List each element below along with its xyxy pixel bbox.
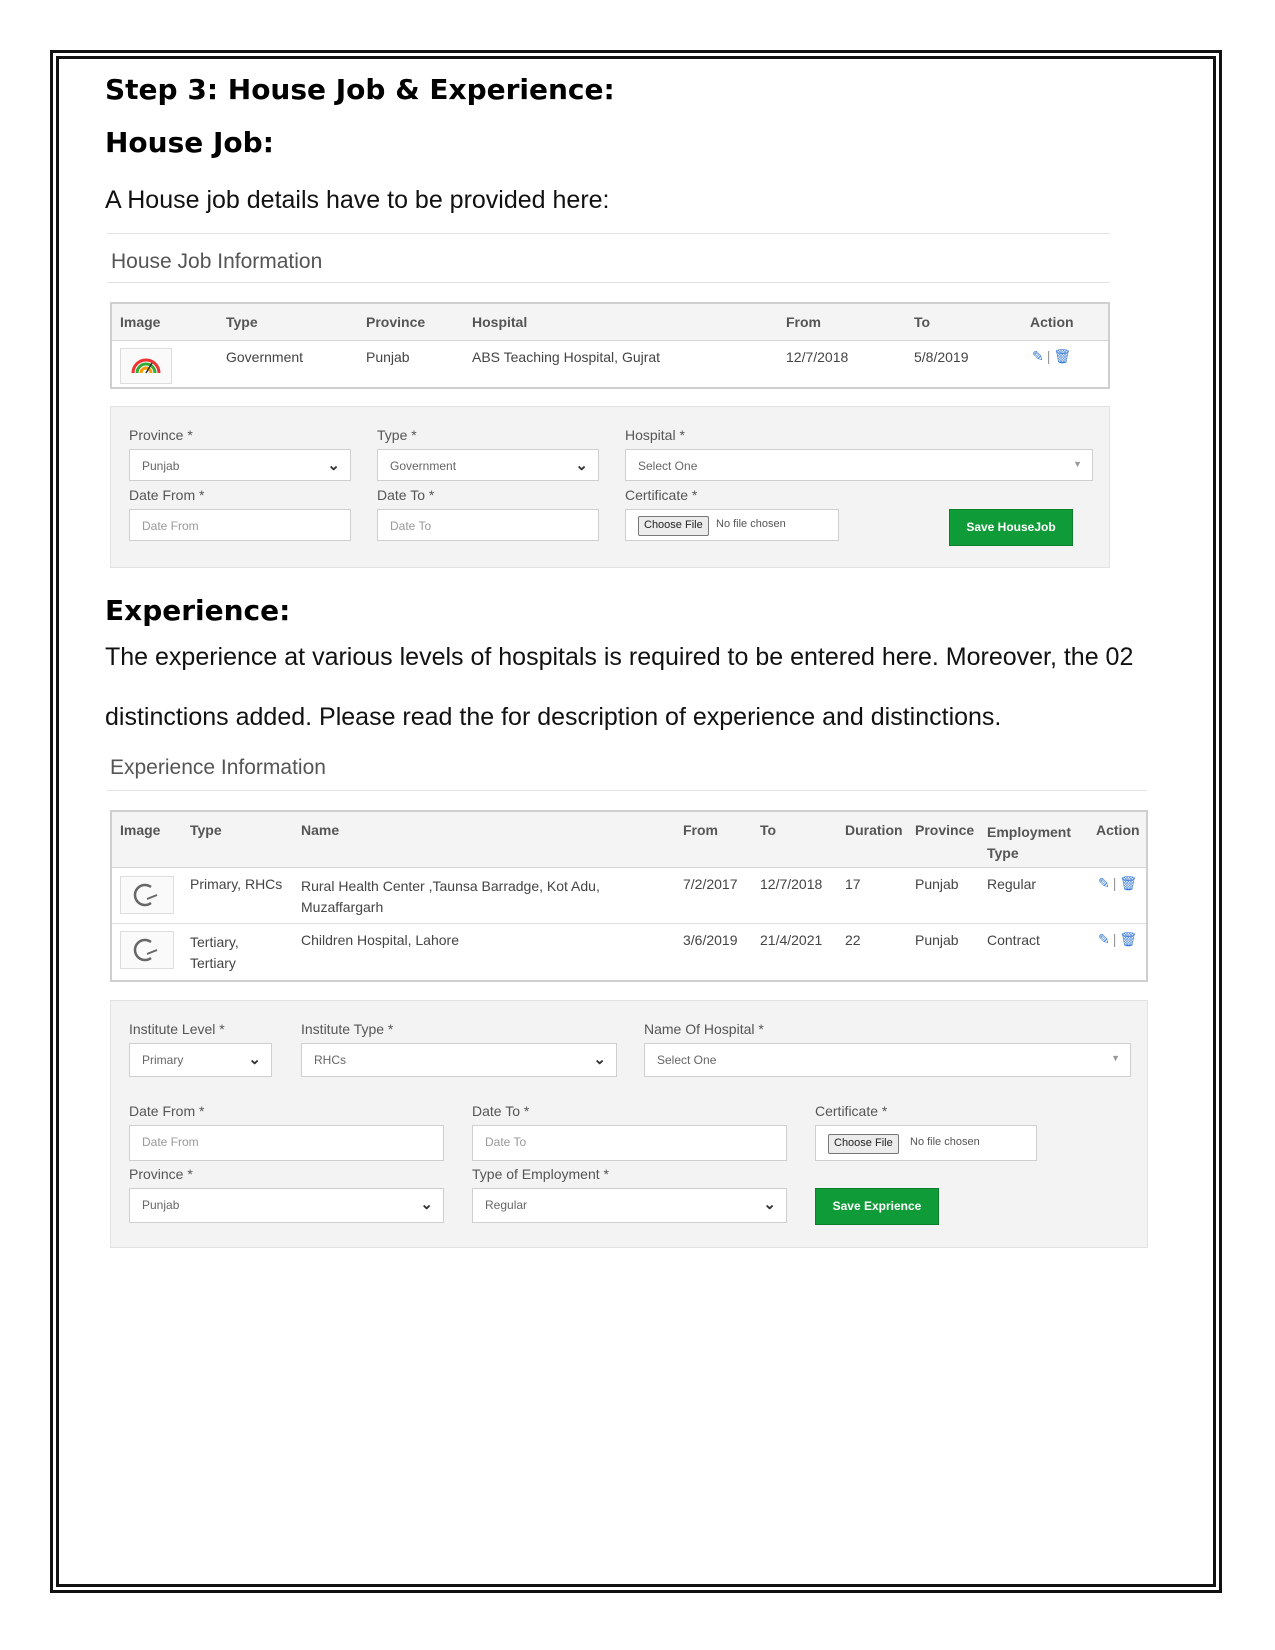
experience-type: Primary, RHCs [190,876,283,892]
column-header: Hospital [472,314,528,330]
action-separator: | [1046,348,1051,364]
province-select-value: Punjab [142,1198,180,1212]
file-status: No file chosen [716,518,786,530]
experience-table [110,810,1148,982]
experience-form [110,1000,1148,1248]
house-job-province: Punjab [366,349,410,365]
house-job-type: Government [226,349,304,365]
institute-type-label: Institute Type * [301,1021,394,1037]
type-select[interactable] [377,449,599,481]
institute-type-value: RHCs [314,1053,346,1067]
experience-intro: The experience at various levels of hospitals is required to be entered here. Moreover, the 02 distinctions added. Please read the for description of experience and distinctions. [105,643,1134,731]
province-label: Province * [129,427,193,443]
choose-file-button[interactable]: Choose File [828,1134,899,1154]
hospital-select-value: Select One [638,459,698,473]
column-header: Action [1096,822,1140,838]
employment-type-label: Type of Employment * [472,1166,609,1182]
experience-employment-type: Contract [987,932,1040,948]
hospital-name-label: Name Of Hospital * [644,1021,764,1037]
date-to-input[interactable]: Date To [472,1125,787,1161]
chevron-down-icon: ⌄ [575,457,588,474]
experience-duration: 22 [845,932,861,948]
column-header: From [683,822,718,838]
date-from-label: Date From * [129,1103,205,1119]
hospital-select[interactable] [625,449,1093,481]
house-job-to: 5/8/2019 [914,349,969,365]
province-select[interactable] [129,1188,444,1223]
save-housejob-button[interactable]: Save HouseJob [949,509,1073,546]
certificate-image-icon [121,877,173,913]
column-header: From [786,314,821,330]
province-select[interactable] [129,449,351,481]
trash-icon[interactable]: 🗑 [1053,348,1072,364]
row-actions [1032,348,1071,365]
certificate-file-input[interactable] [625,509,839,541]
certificate-label: Certificate * [815,1103,888,1119]
row-actions [1098,931,1137,948]
file-status: No file chosen [910,1136,980,1148]
trash-icon[interactable]: 🗑 [1119,931,1138,947]
step-heading: Step 3: House Job & Experience: [105,73,615,106]
divider [107,282,1110,283]
column-header: Province [366,314,426,330]
edit-icon[interactable]: ✎ [1098,931,1110,947]
employment-type-value: Regular [485,1198,528,1212]
column-header: Action [1030,314,1074,330]
type-select-value: Government [390,459,457,473]
house-job-form [110,406,1110,568]
experience-section-title: Experience Information [110,756,326,779]
column-header: To [760,822,777,838]
date-to-input[interactable]: Date To [377,509,599,541]
type-label: Type * [377,427,417,443]
date-to-label: Date To * [472,1103,530,1119]
experience-to: 21/4/2021 [760,932,823,948]
date-to-label: Date To * [377,487,435,503]
experience-from: 7/2/2017 [683,876,738,892]
save-experience-button[interactable]: Save Exprience [815,1188,939,1225]
experience-name: Children Hospital, Lahore [301,932,459,948]
column-header: Type [226,314,258,330]
experience-type: Tertiary, Tertiary [190,934,239,971]
hospital-name-value: Select One [657,1053,717,1067]
institute-type-select[interactable] [301,1043,617,1077]
dropdown-arrow-icon: ▼ [1111,1053,1120,1063]
chevron-down-icon: ⌄ [327,457,340,474]
action-separator: | [1112,931,1117,947]
chevron-down-icon: ⌄ [593,1051,606,1068]
experience-name: Rural Health Center ,Taunsa Barradge, Kot Adu, Muzaffargarh [301,878,600,915]
edit-icon[interactable]: ✎ [1098,875,1110,891]
column-header: Province [915,822,975,838]
column-header: Employment Type [987,824,1072,861]
column-header: Image [120,314,161,330]
certificate-thumbnail[interactable] [120,348,172,384]
column-header: To [914,314,931,330]
date-from-label: Date From * [129,487,205,503]
hospital-name-select[interactable] [644,1043,1131,1077]
experience-duration: 17 [845,876,861,892]
column-header: Duration [845,822,903,838]
edit-icon[interactable]: ✎ [1032,348,1044,364]
experience-employment-type: Regular [987,876,1037,892]
province-select-value: Punjab [142,459,180,473]
divider [107,233,1110,234]
experience-from: 3/6/2019 [683,932,738,948]
house-job-intro: A House job details have to be provided here: [105,186,610,214]
dropdown-arrow-icon: ▼ [1073,459,1082,469]
certificate-thumbnail[interactable] [120,931,174,969]
column-header: Name [301,822,340,838]
house-job-table [110,302,1110,389]
house-job-heading: House Job: [105,126,274,159]
institute-level-value: Primary [142,1053,184,1067]
divider [107,790,1147,791]
chevron-down-icon: ⌄ [763,1196,776,1213]
province-label: Province * [129,1166,193,1182]
experience-province: Punjab [915,876,959,892]
chevron-down-icon: ⌄ [420,1196,433,1213]
experience-heading: Experience: [105,594,291,627]
institute-level-select[interactable] [129,1043,272,1077]
institute-level-label: Institute Level * [129,1021,225,1037]
date-from-input[interactable]: Date From [129,509,351,541]
column-header: Type [190,822,222,838]
date-from-input[interactable]: Date From [129,1125,444,1161]
choose-file-button[interactable]: Choose File [638,516,709,536]
action-separator: | [1112,875,1117,891]
row-actions [1098,875,1137,892]
house-job-hospital: ABS Teaching Hospital, Gujrat [472,349,661,365]
trash-icon[interactable]: 🗑 [1119,875,1138,891]
experience-to: 12/7/2018 [760,876,823,892]
experience-province: Punjab [915,932,959,948]
certificate-thumbnail[interactable] [120,876,174,914]
chevron-down-icon: ⌄ [248,1051,261,1068]
column-header: Image [120,822,161,838]
house-job-from: 12/7/2018 [786,349,849,365]
hospital-label: Hospital * [625,427,685,443]
employment-type-select[interactable] [472,1188,787,1223]
table-header [112,304,1108,341]
certificate-file-input[interactable] [815,1125,1037,1161]
gauge-logo-icon [121,349,171,383]
certificate-image-icon [121,932,173,968]
certificate-label: Certificate * [625,487,698,503]
row-divider [112,923,1146,924]
house-job-section-title: House Job Information [111,250,323,273]
